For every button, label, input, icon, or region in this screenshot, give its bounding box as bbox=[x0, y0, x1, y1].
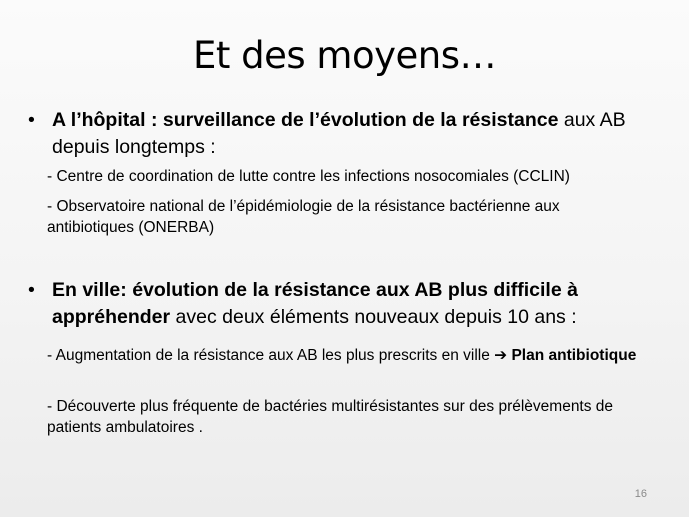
page-number: 16 bbox=[634, 488, 647, 500]
bullet-text bbox=[52, 107, 662, 161]
subitem-cclin: - Centre de coordination de lutte contre les infections nosocomiales (CCLIN) bbox=[47, 168, 570, 185]
subitem-multiresistant-discovery: - Découverte plus fréquente de bactéries multirésistantes sur des prélèvements de patients ambulatoires . bbox=[47, 398, 614, 436]
bullet-city bbox=[28, 277, 658, 337]
bullet-marker: • bbox=[28, 109, 35, 131]
bullet-bold-text: A l’hôpital : surveillance de l’évolution de la résistance bbox=[52, 109, 559, 131]
bullet-normal-text: aux AB depuis longtemps : bbox=[52, 109, 626, 158]
bullet-text bbox=[52, 277, 662, 331]
arrow-right-icon: ➔ bbox=[494, 346, 508, 364]
bullet-hospital bbox=[28, 107, 658, 167]
subitem-resistance-increase bbox=[47, 345, 647, 366]
bullet-marker: • bbox=[28, 279, 35, 301]
subitem-onerba: - Observatoire national de l’épidémiologie de la résistance bactérienne aux antibiotiques (ONERBA) bbox=[47, 198, 560, 236]
plan-antibiotique-text: Plan antibiotique bbox=[507, 347, 637, 364]
bullet-normal-text: avec deux éléments nouveaux depuis 10 ans : bbox=[170, 306, 577, 328]
subitem-text: - Augmentation de la résistance aux AB les plus prescrits en ville bbox=[47, 347, 495, 364]
slide-title: Et des moyens… bbox=[192, 34, 496, 77]
bullet-bold-text: En ville: évolution de la résistance aux AB plus difficile à appréhender bbox=[52, 279, 578, 328]
